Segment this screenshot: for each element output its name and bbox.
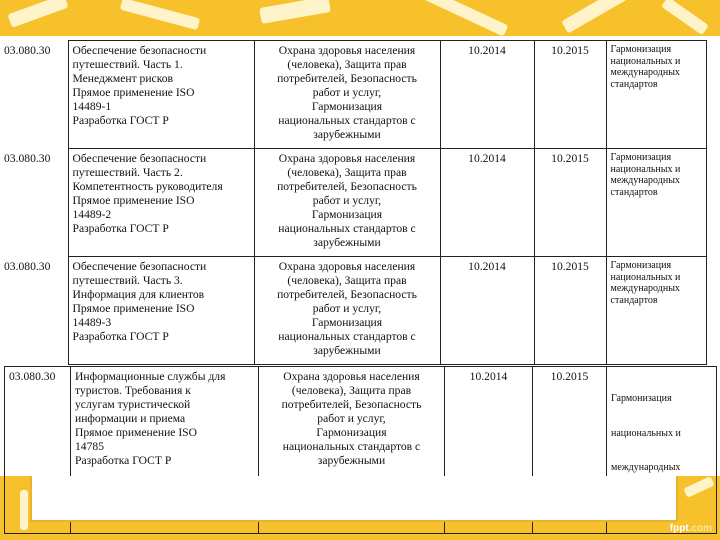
- background-shape: [561, 0, 629, 34]
- title-cell: Обеспечение безопасности путешествий. Часть 1. Менеджмент рисков Прямое применение ISO 14489-1 Разработка ГОСТ Р: [68, 41, 254, 149]
- table-row: [0, 41, 706, 149]
- purpose-cell: Охрана здоровья населения (человека), Защита прав потребителей, Безопасность работ и услуг, Гармонизация национальных стандартов с зарубежными: [254, 257, 440, 365]
- end-date-cell: 10.2015: [534, 257, 606, 365]
- code-cell: 03.080.30: [5, 367, 71, 534]
- start-date-cell: 10.2014: [440, 257, 534, 365]
- brand-watermark: fppt.com: [669, 523, 712, 534]
- footer-card: [30, 476, 678, 522]
- start-date-cell: 10.2014: [445, 367, 533, 534]
- title-cell: Обеспечение безопасности путешествий. Часть 3. Информация для клиентов Прямое применение ISO 14489-3 Разработка ГОСТ Р: [68, 257, 254, 365]
- background-shape: [7, 0, 68, 28]
- note-cell: Гармонизация национальных и международных стандартов: [606, 257, 706, 365]
- table-row: [0, 257, 706, 365]
- purpose-cell: Охрана здоровья населения (человека), Защита прав потребителей, Безопасность работ и услуг, Гармонизация национальных стандартов с зарубежными: [254, 41, 440, 149]
- end-date-cell: 10.2015: [534, 149, 606, 257]
- code-cell: 03.080.30: [4, 151, 51, 165]
- background-shape: [422, 0, 509, 36]
- end-date-cell: 10.2015: [533, 367, 607, 534]
- note-cell: Гармонизация национальных и международных стандартов: [606, 149, 706, 257]
- note-cell: Гармонизация национальных и международных стандартов: [606, 41, 706, 149]
- code-cell: 03.080.30: [4, 259, 51, 273]
- title-cell: Информационные службы для туристов. Требования к услугам туристической информации и приема Прямое применение ISO 14785 Разработка ГОСТ Р: [71, 367, 259, 534]
- background-shape: [120, 0, 200, 30]
- purpose-cell: Охрана здоровья населения (человека), Защита прав потребителей, Безопасность работ и услуг, Гармонизация национальных стандартов с зарубежными: [259, 367, 445, 534]
- code-cell: 03.080.30: [4, 43, 51, 57]
- background-shape: [259, 0, 331, 24]
- purpose-cell: Охрана здоровья населения (человека), Защита прав потребителей, Безопасность работ и услуг, Гармонизация национальных стандартов с зарубежными: [254, 149, 440, 257]
- table-row: [0, 149, 706, 257]
- note-cell: Гармонизация национальных и международных: [607, 367, 717, 534]
- start-date-cell: 10.2014: [440, 41, 534, 149]
- title-cell: Обеспечение безопасности путешествий. Часть 2. Компетентность руководителя Прямое применение ISO 14489-2 Разработка ГОСТ Р: [68, 149, 254, 257]
- start-date-cell: 10.2014: [440, 149, 534, 257]
- standards-table-upper: [0, 40, 707, 365]
- end-date-cell: 10.2015: [534, 41, 606, 149]
- background-shape: [661, 0, 709, 35]
